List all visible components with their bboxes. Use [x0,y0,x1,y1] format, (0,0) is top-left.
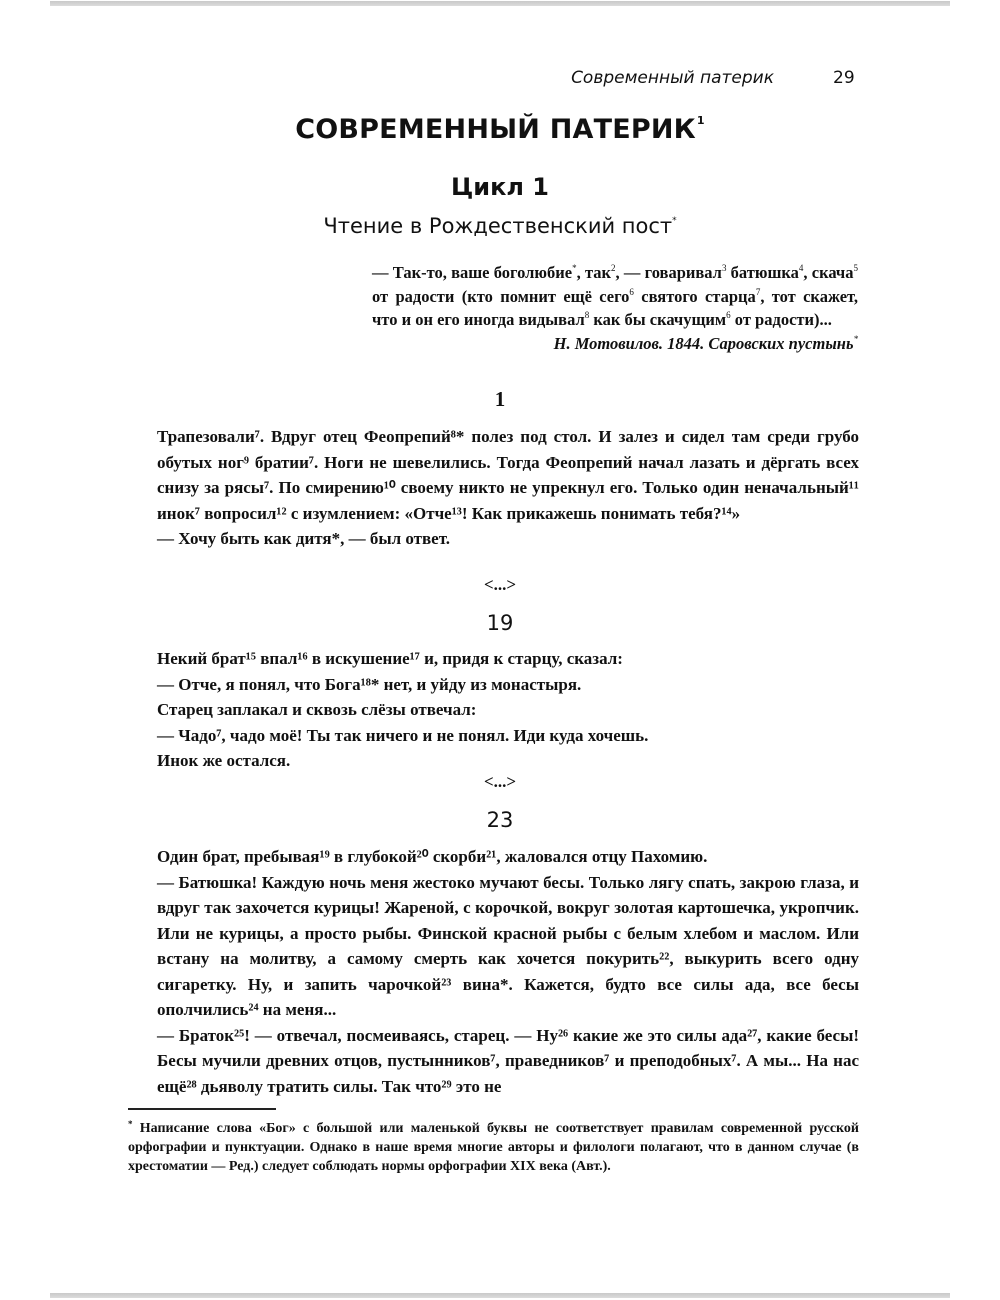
section-number-19: 19 [486,611,514,635]
chapter-title [0,114,1000,145]
section-1-text [157,424,859,552]
section-19-text [157,646,859,774]
paragraph: — Отче, я понял, что Бога¹⁸* нет, и уйду из монастыря. [157,674,582,694]
epigraph-text: — Так-то, ваше боголюбие*, так$^2$, — говаривал$^3$ батюшка$^4$, скача$^5$ от радости (кто помнит ещё сего$^6$ святого старца$^7$, тот скажет, что и он его иногда видывал$^8$ как бы скачущим$^6$ от радости)... [372,263,859,329]
section-number-23: 23 [486,808,514,832]
footnote-separator [128,1108,276,1110]
subtitle-text: Чтение в Рождественский пост [323,214,673,238]
section-23-text [157,844,859,1099]
paragraph: — Батюшка! Каждую ночь меня жестоко мучают бесы. Только лягу спать, закрою глаза, и вдруг так захочется курицы! Жареной, с корочкой, вокруг золотая картошечка, укропчик. Или не курицы, а просто рыбы. Финской красной рыбы с белым хлебом и маслом. Или встану на молитву, а самому смерть как хочется покурить²², выкурить всего одну сигаретку. Ну, и запить чарочкой²³ вина*. Кажется, будто все силы ада, все бесы ополчились²⁴ на меня... [157,872,859,1019]
footnote-text: Написание слова «Бог» с большой или маленькой буквы не соответствует правилам современной русской орфографии и пунктуации. Однако в наше время многие авторы и филологи полагают, что в данном случае (в хрестоматии — Ред.) следует соблюдать нормы орфографии XIX века (Авт.). [128,1121,859,1174]
page-number: 29 [833,68,855,88]
paragraph: Некий брат¹⁵ впал¹⁶ в искушение¹⁷ и, придя к старцу, сказал: [157,649,623,668]
footnote-marker: * [128,1119,133,1129]
footnote [128,1115,859,1176]
omission-marker: <...> [483,575,517,594]
cycle-heading: Цикл 1 [450,173,549,201]
top-page-border [50,1,950,6]
running-head-title: Современный патерик [571,68,774,88]
paragraph: — Хочу быть как дитя*, — был ответ. [157,529,451,548]
subtitle-footnote-marker: * [672,216,677,226]
paragraph: Старец заплакал и сквозь слёзы отвечал: [157,700,477,719]
paragraph: Трапезовали⁷. Вдруг отец Феопрепий⁸* полез под стол. И залез и сидел там среди грубо обутых ног⁹ братии⁷. Ноги не шевелились. Тогда Феопрепий начал лазать и дёргать всех снизу за рясы⁷. По смирению¹⁰ своему никто не упрекнул его. Только один неначальный¹¹ инок⁷ вопросил¹² с изумлением: «Отче¹³! Как прикажешь понимать тебя?¹⁴» [157,427,859,523]
chapter-title-text: СОВРЕМЕННЫЙ ПАТЕРИК [295,114,696,145]
omission-marker: <...> [483,772,517,791]
subtitle [0,214,1000,238]
paragraph: Инок же остался. [157,751,291,770]
paragraph: — Чадо⁷, чадо моё! Ты так ничего и не понял. Иди куда хочешь. [157,725,649,745]
epigraph [372,261,858,355]
title-footnote-marker: 1 [696,114,705,127]
section-number-1: 1 [494,387,506,411]
paragraph: — Браток²⁵! — отвечал, посмеиваясь, старец. — Ну²⁶ какие же это силы ада²⁷, какие бесы! Бесы мучили древних отцов, пустынников⁷, праведников⁷ и преподобных⁷. А мы... На нас ещё²⁸ дьяволу тратить силы. Так что²⁹ это не [157,1025,859,1096]
running-head [0,68,1000,92]
paragraph: Один брат, пребывая¹⁹ в глубокой²⁰ скорби²¹, жаловался отцу Пахомию. [157,847,708,866]
bottom-page-border [50,1293,950,1298]
epigraph-attribution: Н. Мотовилов. 1844. Саровских пустынь* [553,333,858,353]
